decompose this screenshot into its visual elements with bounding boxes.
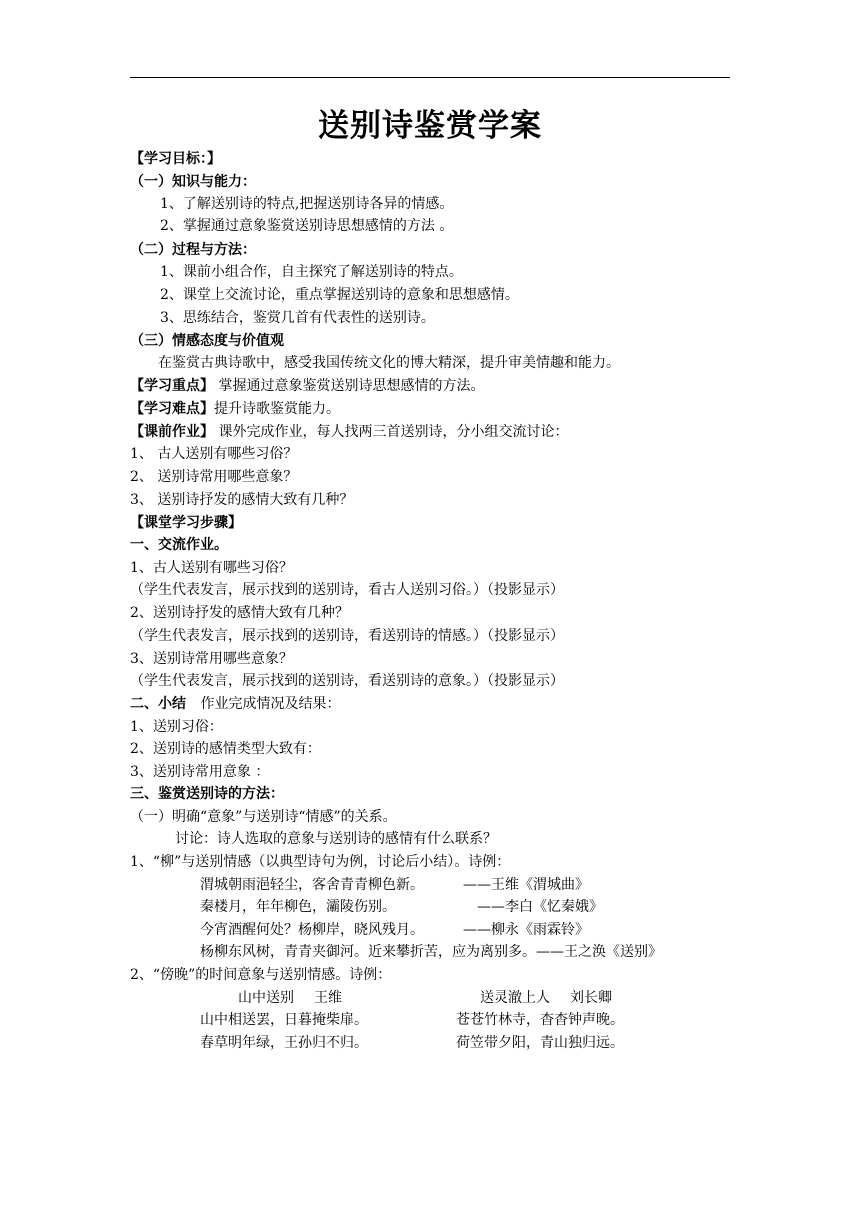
homework-question: 1、 古人送别有哪些习俗？ bbox=[130, 446, 298, 462]
steps-note: （学生代表发言，展示找到的送别诗，看送别诗的情感。）（投影显示） bbox=[130, 628, 564, 644]
key-text: 掌握通过意象鉴赏送别诗思想感情的方法。 bbox=[218, 378, 485, 394]
poem-source: ——王维《渭城曲》 bbox=[463, 877, 589, 893]
poem-author: 刘长卿 bbox=[570, 990, 612, 1006]
method-item: 1、“柳”与送别情感（以典型诗句为例，讨论后小结）。诗例： bbox=[130, 854, 511, 870]
summary-item: 1、送别习俗： bbox=[130, 719, 223, 735]
method-subheading: （一）明确“意象”与送别诗“情感”的关系。 bbox=[130, 809, 397, 825]
goals-item: 2、课堂上交流讨论，重点掌握送别诗的意象和思想感情。 bbox=[160, 287, 519, 303]
goals-section-1: （一）知识与能力： bbox=[130, 174, 256, 190]
steps-part-1: 一、交流作业。 bbox=[130, 537, 228, 553]
steps-question: 3、送别诗常用哪些意象？ bbox=[130, 651, 293, 667]
homework-label: 【课前作业】 bbox=[130, 424, 214, 440]
summary-item: 3、送别诗常用意象 ： bbox=[130, 764, 270, 780]
poem-source: ——李白《忆秦娥》 bbox=[477, 899, 603, 915]
difficulty-point bbox=[130, 399, 340, 419]
poem-title-text: 送灵澈上人 bbox=[480, 990, 550, 1006]
key-label: 【学习重点】 bbox=[130, 378, 214, 394]
goals-section-2: （二）过程与方法： bbox=[130, 242, 256, 258]
goals-item: 2、掌握通过意象鉴赏送别诗思想感情的方法 。 bbox=[160, 218, 454, 234]
goals-item: 1、了解送别诗的特点,把握送别诗各异的情感。 bbox=[160, 196, 454, 212]
steps-question: 1、古人送别有哪些习俗？ bbox=[130, 560, 293, 576]
poem-line: 山中相送罢，日暮掩柴扉。 bbox=[200, 1012, 368, 1028]
goals-item: 3、思练结合，鉴赏几首有代表性的送别诗。 bbox=[160, 310, 435, 326]
poem-line: 秦楼月，年年柳色，灞陵伤别。 bbox=[200, 899, 396, 915]
poem-line: 春草明年绿，王孙归不归。 bbox=[200, 1035, 368, 1051]
poem-line: 杨柳东风树，青青夹御河。近来攀折苦，应为离别多。——王之涣《送别》 bbox=[200, 944, 662, 960]
goals-item: 在鉴赏古典诗歌中，感受我国传统文化的博大精深，提升审美情趣和能力。 bbox=[158, 355, 620, 371]
poem-line: 渭城朝雨浥轻尘，客舍青青柳色新。 bbox=[200, 877, 424, 893]
homework-question: 3、 送别诗抒发的感情大致有几种？ bbox=[130, 492, 354, 508]
poem-author: 王维 bbox=[314, 990, 342, 1006]
poem-line: 苍苍竹林寺，杳杳钟声晚。 bbox=[456, 1012, 624, 1028]
page-title: 送别诗鉴赏学案 bbox=[318, 108, 542, 144]
steps-part-2 bbox=[130, 694, 340, 714]
poem-title-text: 山中送别 bbox=[238, 990, 294, 1006]
poem-line: 今宵酒醒何处？杨柳岸，晓风残月。 bbox=[200, 922, 424, 938]
poem-title bbox=[480, 988, 612, 1008]
goals-item: 1、课前小组合作，自主探究了解送别诗的特点。 bbox=[160, 264, 463, 280]
key-point bbox=[130, 376, 484, 396]
header-rule bbox=[130, 77, 730, 78]
steps-heading: 【课堂学习步骤】 bbox=[130, 515, 242, 531]
goals-section-3: （三）情感态度与价值观 bbox=[130, 333, 284, 349]
summary-item: 2、送别诗的感情类型大致有： bbox=[130, 741, 321, 757]
difficulty-label: 【学习难点】 bbox=[130, 401, 214, 417]
poem-line: 荷笠带夕阳，青山独归远。 bbox=[456, 1035, 624, 1051]
summary-label: 二、小结 bbox=[130, 696, 186, 712]
summary-text: 作业完成情况及结果： bbox=[200, 696, 341, 712]
goals-heading: 【学习目标：】 bbox=[130, 151, 221, 167]
poem-source: ——柳永《雨霖铃》 bbox=[463, 922, 589, 938]
method-item: 2、“傍晚”的时间意象与送别情感。诗例： bbox=[130, 967, 392, 983]
steps-note: （学生代表发言，展示找到的送别诗，看送别诗的意象。）（投影显示） bbox=[130, 673, 564, 689]
steps-part-3: 三、鉴赏送别诗的方法： bbox=[130, 786, 284, 802]
steps-question: 2、送别诗抒发的感情大致有几种？ bbox=[130, 605, 349, 621]
poem-title bbox=[238, 988, 342, 1008]
difficulty-text: 提升诗歌鉴赏能力。 bbox=[214, 401, 340, 417]
homework-question: 2、 送别诗常用哪些意象？ bbox=[130, 469, 298, 485]
homework-text: 课外完成作业，每人找两三首送别诗，分小组交流讨论： bbox=[218, 424, 569, 440]
homework bbox=[130, 422, 568, 442]
steps-note: （学生代表发言，展示找到的送别诗，看古人送别习俗。）（投影显示） bbox=[130, 582, 564, 598]
discussion: 讨论：诗人选取的意象与送别诗的感情有什么联系？ bbox=[175, 831, 497, 847]
